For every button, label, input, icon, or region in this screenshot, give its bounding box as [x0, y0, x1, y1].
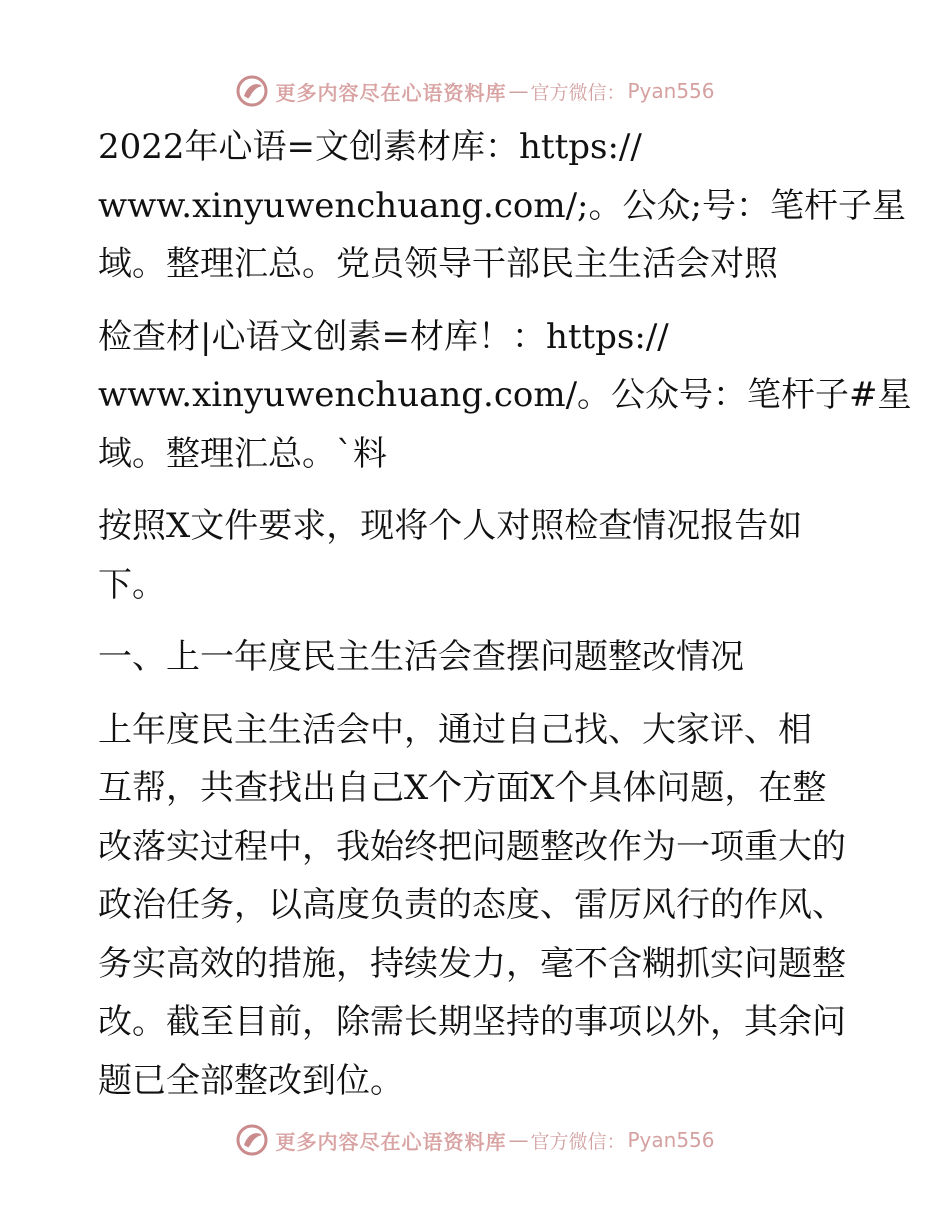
- watermark-wechat-id: Pyan556: [627, 79, 715, 103]
- text-line: 互帮，共查找出自己X个方面X个具体问题，在整: [98, 768, 827, 808]
- section-heading: [98, 628, 858, 687]
- text-line: 上年度民主生活会中，通过自己找、大家评、相: [98, 709, 812, 750]
- paragraph-source-2: [98, 308, 912, 484]
- text-line: 域。整理汇总。党员领导干部民主生活会对照: [98, 244, 778, 284]
- watermark-dash: —: [508, 1128, 529, 1152]
- watermark-banner-top: [0, 71, 950, 111]
- text-line: 改落实过程中，我始终把问题整改作为一项重大的: [98, 826, 846, 867]
- watermark-wechat-id: Pyan556: [627, 1128, 715, 1152]
- text-line: 政治任务，以高度负责的态度、雷厉风行的作风、: [98, 885, 846, 925]
- text-line: 改。截至目前，除需长期坚持的事项以外，其余问: [98, 1002, 846, 1042]
- text-line: 检查材|心语文创素=材库！：https://: [98, 316, 669, 357]
- red-ribbon-seal-icon: [235, 1123, 269, 1157]
- watermark-dash: —: [508, 79, 529, 103]
- watermark-banner-bottom: [0, 1120, 950, 1160]
- document-body: [98, 118, 912, 1110]
- text-line: www.xinyuwenchuang.com/。公众号：笔杆子#星: [98, 375, 912, 415]
- text-line: 2022年心语=文创素材库：https://: [98, 127, 642, 167]
- paragraph-intro: [98, 497, 858, 614]
- watermark-wechat-label: 官方微信：: [530, 81, 626, 104]
- watermark-text: 更多内容尽在心语资料库: [275, 1129, 507, 1154]
- watermark-text: 更多内容尽在心语资料库: [275, 80, 507, 105]
- red-ribbon-seal-icon: [235, 74, 269, 108]
- text-line: 域。整理汇总。`料: [98, 433, 387, 474]
- watermark-wechat-label: 官方微信：: [530, 1130, 626, 1153]
- text-line: 题已全部整改到位。: [98, 1060, 404, 1101]
- text-line: 按照X文件要求，现将个人对照检查情况报告如: [98, 506, 803, 546]
- text-line: 下。: [98, 564, 166, 605]
- paragraph-source-1: [98, 118, 906, 294]
- text-line: 务实高效的措施，持续发力，毫不含糊抓实问题整: [98, 943, 846, 984]
- heading-line: 一、上一年度民主生活会查摆问题整改情况: [98, 637, 744, 677]
- text-line: www.xinyuwenchuang.com/;。公众;号：笔杆子星: [98, 185, 906, 226]
- paragraph-body: [98, 701, 858, 1111]
